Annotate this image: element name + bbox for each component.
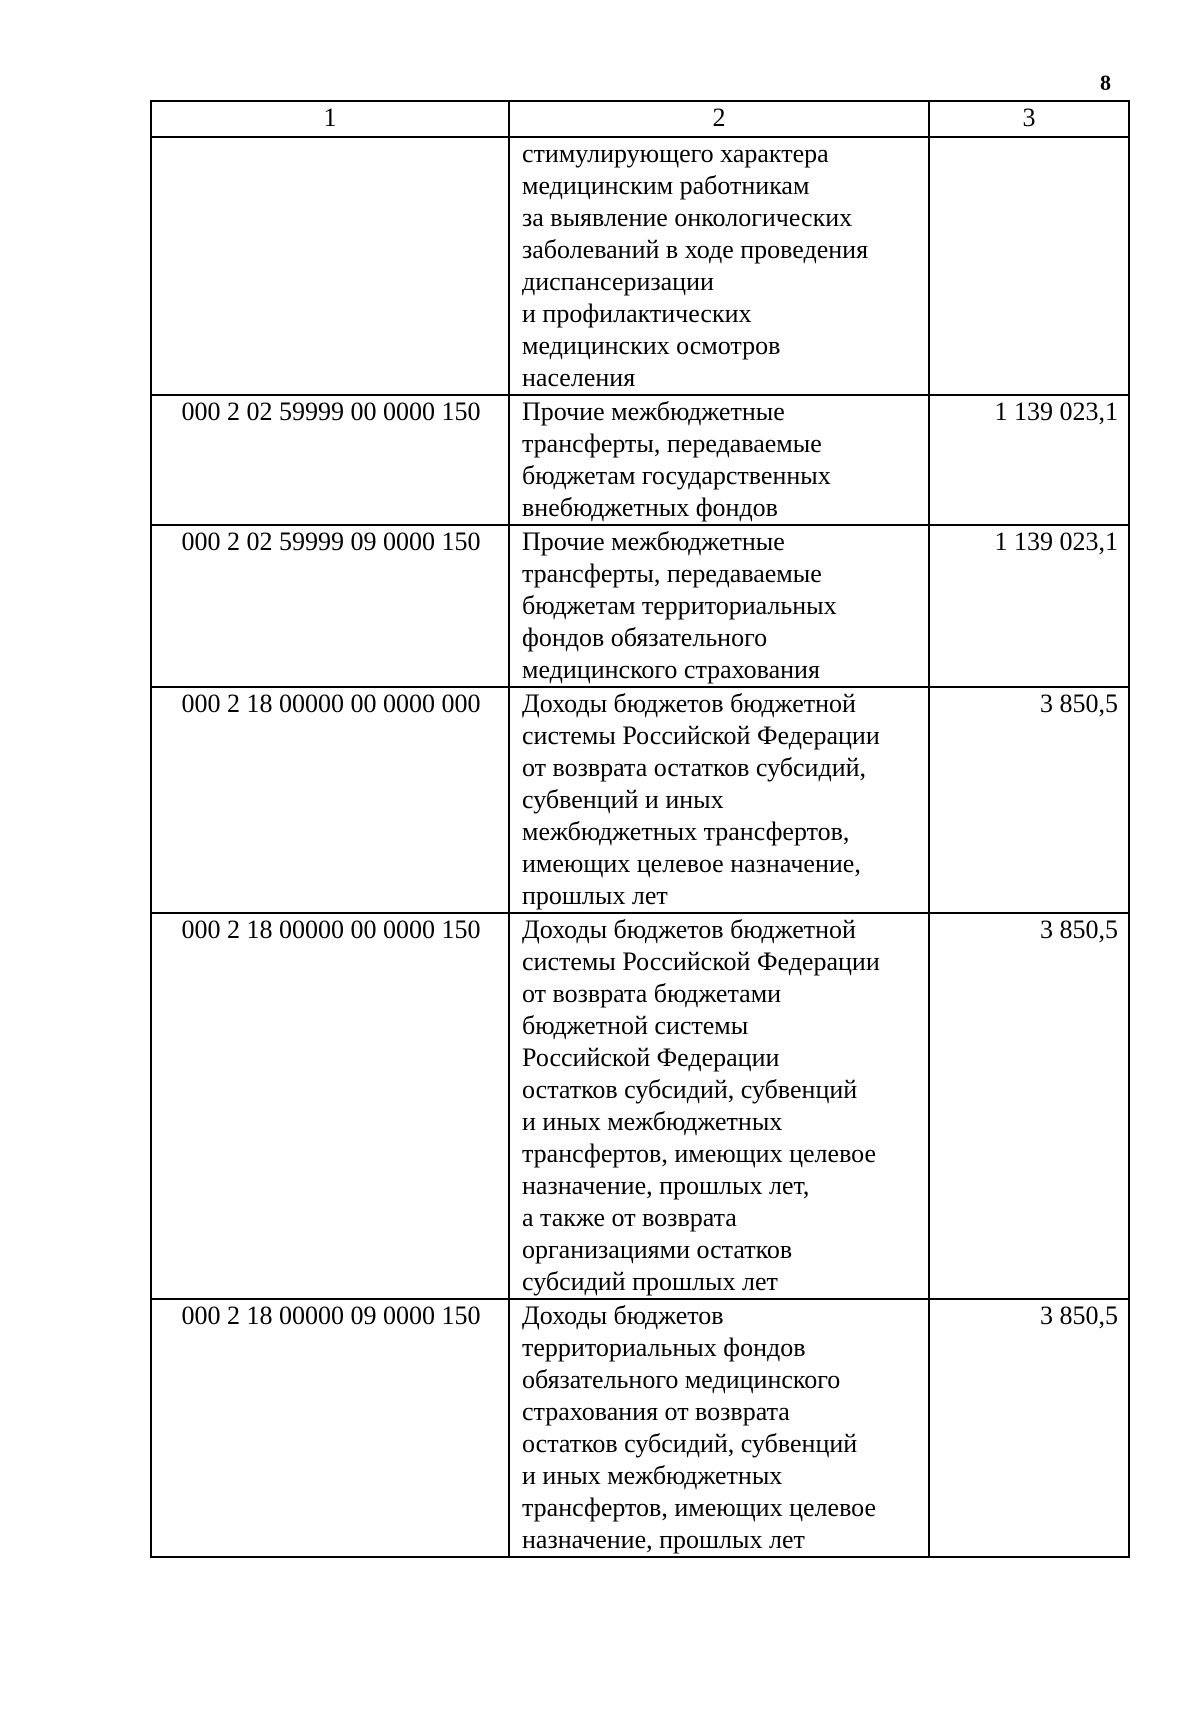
- table-row: [151, 913, 1129, 1299]
- row-name: Доходы бюджетов бюджетной системы Российской Федерации от возврата бюджетами бюджетной системы Российской Федерации остатков субсидий, субвенций и иных межбюджетных трансфертов, имеющих целевое назначение, прошлых лет, а также от возврата организациями остатков субсидий прошлых лет: [509, 913, 929, 1299]
- table-row: [151, 395, 1129, 525]
- header-col-3: 3: [929, 101, 1129, 137]
- table-row: [151, 137, 1129, 395]
- table-row: [151, 687, 1129, 913]
- row-name: Прочие межбюджетные трансферты, передаваемые бюджетам государственных внебюджетных фондов: [509, 395, 929, 525]
- header-col-2: 2: [509, 101, 929, 137]
- row-code: 000 2 18 00000 09 0000 150: [151, 1299, 509, 1557]
- row-amount: 1 139 023,1: [929, 395, 1129, 525]
- row-amount: 1 139 023,1: [929, 525, 1129, 687]
- row-name: Доходы бюджетов территориальных фондов обязательного медицинского страхования от возврата остатков субсидий, субвенций и иных межбюджетных трансфертов, имеющих целевое назначение, прошлых лет: [509, 1299, 929, 1557]
- header-row: [151, 101, 1129, 137]
- row-name: Прочие межбюджетные трансферты, передаваемые бюджетам территориальных фондов обязательного медицинского страхования: [509, 525, 929, 687]
- budget-table: [150, 100, 1130, 1558]
- row-name: стимулирующего характера медицинским работникам за выявление онкологических заболеваний в ходе проведения диспансеризации и профилактических медицинских осмотров населения: [509, 137, 929, 395]
- header-col-1: 1: [151, 101, 509, 137]
- row-name: Доходы бюджетов бюджетной системы Российской Федерации от возврата остатков субсидий, субвенций и иных межбюджетных трансфертов, имеющих целевое назначение, прошлых лет: [509, 687, 929, 913]
- row-amount: 3 850,5: [929, 913, 1129, 1299]
- table-row: [151, 1299, 1129, 1557]
- row-code: [151, 137, 509, 395]
- row-amount: 3 850,5: [929, 1299, 1129, 1557]
- row-amount: [929, 137, 1129, 395]
- row-code: 000 2 18 00000 00 0000 150: [151, 913, 509, 1299]
- row-code: 000 2 02 59999 00 0000 150: [151, 395, 509, 525]
- table-row: [151, 525, 1129, 687]
- row-code: 000 2 18 00000 00 0000 000: [151, 687, 509, 913]
- row-code: 000 2 02 59999 09 0000 150: [151, 525, 509, 687]
- page-number: 8: [1100, 70, 1111, 95]
- row-amount: 3 850,5: [929, 687, 1129, 913]
- table-header: [151, 101, 1129, 137]
- table-body: [151, 137, 1129, 1557]
